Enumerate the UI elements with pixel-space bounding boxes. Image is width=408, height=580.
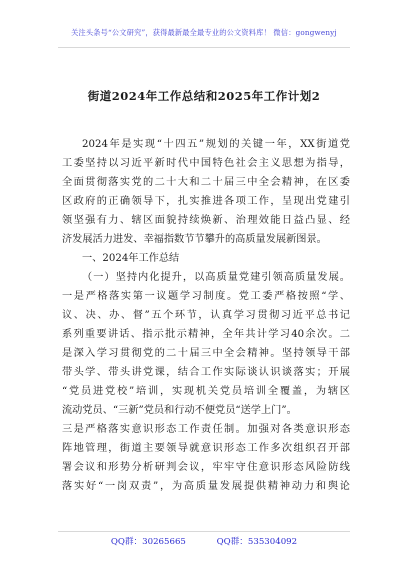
- paragraph-line: （一）坚持内化提升，以高质量党建引领高质量发展。: [82, 272, 350, 283]
- paragraph-line: 阵地管理，街道主要领导就意识形态工作多次组织召开部: [62, 443, 350, 454]
- paragraph-line: 流动党员、“三新”党员和行动不便党员“送学上门”。: [62, 405, 297, 416]
- paragraph-line: 带头学、带头讲党课，结合工作实际谈认识谈落实；开展: [62, 367, 350, 378]
- paragraph-line: 是深入学习贯彻党的二十届三中全会精神。坚持领导干部: [62, 348, 350, 359]
- footer-qq-group-2: QQ群：535304092: [216, 537, 298, 547]
- document-body: [62, 116, 350, 496]
- paragraph-line: [62, 116, 350, 135]
- paragraph-line: 全面贯彻落实党的二十大和二十届三中全会精神，在区委: [62, 177, 350, 188]
- footer: [0, 535, 408, 547]
- document-title: 街道2024年工作总结和2025年工作计划2: [87, 89, 321, 103]
- paragraph-line: 2024年是实现“十四五”规划的关键一年，XX街道党: [82, 139, 350, 150]
- header-notice: 关注头条号“公文研究”，获得最新最全最专业的公文资料库！ 微信：gongwenyj: [71, 28, 337, 37]
- paragraph-line: “党员进党校”培训，实现机关党员培训全覆盖，为辖区: [62, 386, 350, 397]
- paragraph-line: 工委坚持以习近平新时代中国特色社会主义思想为指导，: [62, 158, 350, 169]
- paragraph-line: 一是严格落实第一议题学习制度。党工委严格按照“学、: [62, 291, 350, 302]
- header-divider: [58, 47, 350, 48]
- footer-divider: [58, 531, 350, 532]
- paragraph-line: 领坚强有力、辖区面貌持续焕新、治理效能日益凸显、经: [62, 215, 350, 226]
- paragraph-line: 三是严格落实意识形态工作责任制。加强对各类意识形态: [62, 424, 350, 435]
- paragraph-line: 一、2024年工作总结: [82, 253, 180, 264]
- paragraph-line: 系列重要讲话、指示批示精神，全年共计学习40余次。二: [62, 329, 350, 340]
- paragraph-line: 区政府的正确领导下，扎实推进各项工作，呈现出党建引: [62, 196, 350, 207]
- paragraph-line: 署会议和形势分析研判会议，牢牢守住意识形态风险防线: [62, 462, 350, 473]
- footer-qq-group-1: QQ群：30265665: [110, 537, 186, 547]
- paragraph-line: 济发展活力进发、幸福指数节节攀升的高质量发展新图景。: [62, 234, 327, 245]
- paragraph-line: 落实好“一岗双责”，为高质量发展提供精神动力和舆论: [62, 481, 350, 492]
- paragraph-line: 议、决、办、督”五个环节，认真学习贯彻习近平总书记: [62, 310, 350, 321]
